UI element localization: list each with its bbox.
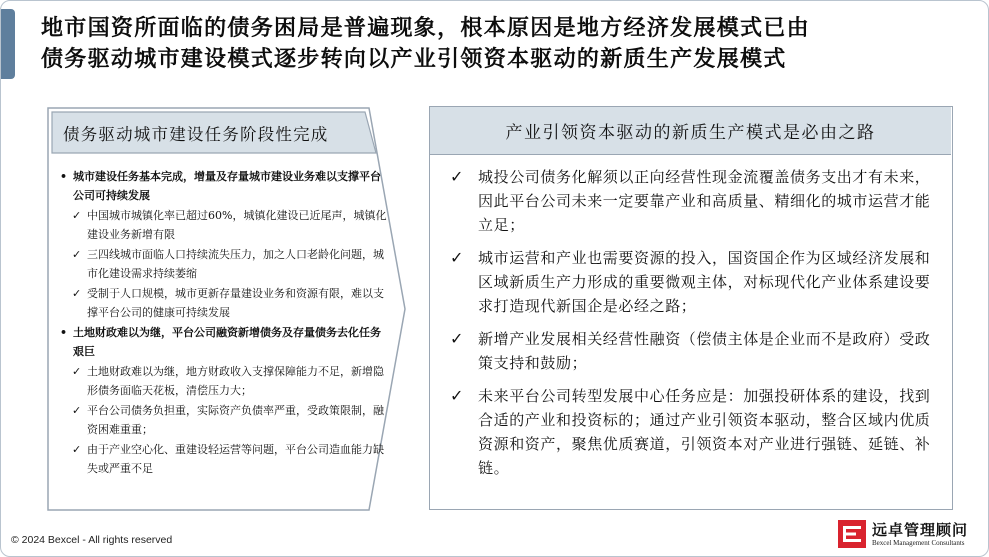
company-logo — [838, 519, 988, 553]
slide-title — [41, 13, 971, 75]
left-panel-body — [57, 167, 387, 479]
right-item: ✓ 城市运营和产业也需要资源的投入，国资国企作为区域经济发展和区域新质生产力形成的重要微观主体，对标现代化产业体系建设要求打造现代新国企是必经之路； — [450, 248, 931, 315]
check-icon: ✓ — [450, 248, 465, 267]
left-panel — [47, 107, 407, 511]
left-group-2-item: ✓ 平台公司债务负担重，实际资产负债率严重，受政策限制，融资困难重重； — [57, 401, 387, 439]
left-group-2-item: ✓ 土地财政难以为继，地方财政收入支撑保障能力不足，新增隐形债务面临天花板，清偿压力大； — [57, 362, 387, 400]
check-icon: ✓ — [450, 386, 465, 405]
right-panel-header: 产业引领资本驱动的新质生产模式是必由之路 — [430, 107, 951, 155]
check-icon: ✓ — [72, 443, 82, 456]
right-item: ✓ 未来平台公司转型发展中心任务应是：加强投研体系的建设，找到合适的产业和投资标的；通过产业引领资本驱动，整合区域内优质资源和资产，聚焦优质赛道，引领资本对产业进行强链、延链、补链。 — [450, 386, 931, 477]
left-group-2-heading: • 土地财政难以为继，平台公司融资新增债务及存量债务去化任务艰巨 — [57, 323, 387, 361]
left-group-1-item: ✓ 受制于人口规模，城市更新存量建设业务和资源有限，难以支撑平台公司的健康可持续发展 — [57, 284, 387, 322]
title-accent-bar — [1, 9, 15, 79]
logo-name-en: Bexcel Management Consultants — [872, 539, 965, 547]
title-line-2: 债务驱动城市建设模式逐步转向以产业引领资本驱动的新质生产发展模式 — [41, 46, 787, 72]
right-item: ✓ 新增产业发展相关经营性融资（偿债主体是企业而不是政府）受政策支持和鼓励； — [450, 329, 931, 372]
right-item: ✓ 城投公司债务化解须以正向经营性现金流覆盖债务支出才有未来，因此平台公司未来一定要靠产业和高质量、精细化的城市运营才能立足； — [450, 167, 931, 234]
logo-mark-icon — [838, 520, 866, 548]
check-icon: ✓ — [72, 248, 82, 261]
copyright-footer: © 2024 Bexcel - All rights reserved — [11, 534, 173, 546]
check-icon: ✓ — [450, 329, 465, 348]
check-icon: ✓ — [72, 404, 82, 417]
check-icon: ✓ — [72, 209, 82, 222]
left-panel-header: 债务驱动城市建设任务阶段性完成 — [63, 125, 329, 144]
logo-name-cn: 远卓管理顾问 — [872, 521, 969, 539]
left-group-1-item: ✓ 三四线城市面临人口持续流失压力，加之人口老龄化问题，城市化建设需求持续萎缩 — [57, 245, 387, 283]
title-line-1: 地市国资所面临的债务困局是普遍现象，根本原因是地方经济发展模式已由 — [41, 15, 810, 41]
bullet-icon: • — [60, 170, 68, 183]
check-icon: ✓ — [72, 287, 82, 300]
right-panel — [429, 106, 953, 510]
left-group-2-item: ✓ 由于产业空心化、重建设轻运营等问题，平台公司造血能力缺失或严重不足 — [57, 440, 387, 478]
bullet-icon: • — [60, 326, 68, 339]
check-icon: ✓ — [450, 167, 465, 186]
check-icon: ✓ — [72, 365, 82, 378]
left-group-1-item: ✓ 中国城市城镇化率已超过60%，城镇化建设已近尾声，城镇化建设业务新增有限 — [57, 206, 387, 244]
left-group-1-heading: • 城市建设任务基本完成，增量及存量城市建设业务难以支撑平台公司可持续发展 — [57, 167, 387, 205]
right-panel-body — [448, 165, 938, 489]
